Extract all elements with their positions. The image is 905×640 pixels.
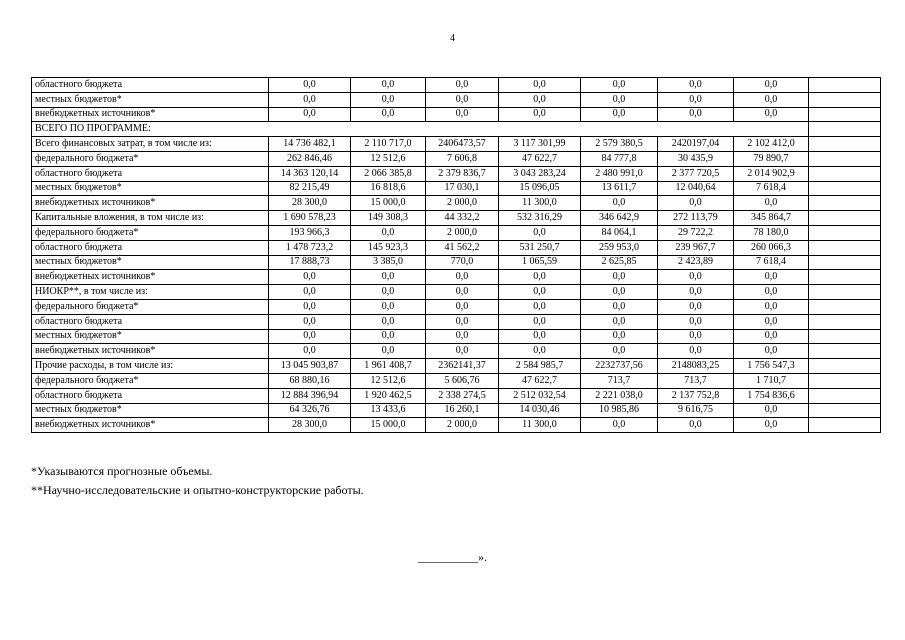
table-row (32, 285, 881, 300)
budget-table (31, 77, 881, 433)
value-cell: 0,0 (734, 78, 809, 93)
empty-cell (809, 137, 881, 152)
value-cell: 30 435,9 (658, 151, 734, 166)
value-cell: 13 045 903,87 (269, 359, 351, 374)
row-label: Капитальные вложения, в том числе из: (32, 211, 269, 226)
value-cell: 2420197,04 (658, 137, 734, 152)
empty-cell (809, 166, 881, 181)
value-cell: 28 300,0 (269, 196, 351, 211)
value-cell: 0,0 (734, 403, 809, 418)
budget-table-body (32, 78, 881, 433)
row-label: внебюджетных источников* (32, 196, 269, 211)
value-cell: 17 030,1 (426, 181, 499, 196)
table-row (32, 270, 881, 285)
value-cell: 0,0 (351, 270, 426, 285)
table-row (32, 240, 881, 255)
value-cell: 1 754 836,6 (734, 388, 809, 403)
table-row (32, 78, 881, 93)
table-row (32, 107, 881, 122)
value-cell: 0,0 (426, 299, 499, 314)
value-cell: 0,0 (581, 196, 658, 211)
value-cell: 2 102 412,0 (734, 137, 809, 152)
value-cell: 2 512 032,54 (499, 388, 581, 403)
value-cell: 0,0 (581, 92, 658, 107)
value-cell: 0,0 (499, 270, 581, 285)
value-cell: 345 864,7 (734, 211, 809, 226)
table-row (32, 166, 881, 181)
table-row (32, 314, 881, 329)
value-cell: 713,7 (658, 373, 734, 388)
value-cell: 0,0 (351, 225, 426, 240)
row-label: областного бюджета (32, 388, 269, 403)
empty-cell (809, 329, 881, 344)
value-cell: 0,0 (581, 299, 658, 314)
value-cell: 0,0 (426, 329, 499, 344)
table-row (32, 196, 881, 211)
value-cell: 15 096,05 (499, 181, 581, 196)
table-row (32, 373, 881, 388)
value-cell: 0,0 (581, 314, 658, 329)
row-label: областного бюджета (32, 240, 269, 255)
table-row (32, 403, 881, 418)
value-cell: 0,0 (426, 285, 499, 300)
value-cell: 0,0 (426, 314, 499, 329)
value-cell: 149 308,3 (351, 211, 426, 226)
value-cell: 2 625,85 (581, 255, 658, 270)
value-cell: 2 221 038,0 (581, 388, 658, 403)
value-cell: 531 250,7 (499, 240, 581, 255)
value-cell: 0,0 (351, 92, 426, 107)
value-cell: 2 584 985,7 (499, 359, 581, 374)
value-cell: 2 379 836,7 (426, 166, 499, 181)
closing-mark: __________». (418, 550, 487, 564)
value-cell: 0,0 (499, 299, 581, 314)
value-cell: 0,0 (581, 418, 658, 433)
value-cell: 0,0 (351, 78, 426, 93)
row-label: местных бюджетов* (32, 181, 269, 196)
value-cell: 713,7 (581, 373, 658, 388)
value-cell: 15 000,0 (351, 418, 426, 433)
value-cell: 14 736 482,1 (269, 137, 351, 152)
row-label: федерального бюджета* (32, 373, 269, 388)
value-cell: 41 562,2 (426, 240, 499, 255)
empty-cell (809, 151, 881, 166)
value-cell: 0,0 (499, 329, 581, 344)
table-row (32, 329, 881, 344)
value-cell: 3 117 301,99 (499, 137, 581, 152)
value-cell: 0,0 (658, 299, 734, 314)
value-cell: 260 066,3 (734, 240, 809, 255)
value-cell: 14 363 120,14 (269, 166, 351, 181)
row-label: внебюджетных источников* (32, 344, 269, 359)
value-cell: 0,0 (351, 285, 426, 300)
value-cell: 15 000,0 (351, 196, 426, 211)
row-label: федерального бюджета* (32, 299, 269, 314)
value-cell: 0,0 (658, 92, 734, 107)
empty-cell (809, 181, 881, 196)
value-cell: 2148083,25 (658, 359, 734, 374)
value-cell: 2362141,37 (426, 359, 499, 374)
value-cell: 2 338 274,5 (426, 388, 499, 403)
value-cell: 2406473,57 (426, 137, 499, 152)
footnotes (31, 462, 364, 500)
value-cell: 10 985,86 (581, 403, 658, 418)
value-cell: 0,0 (426, 344, 499, 359)
value-cell: 2 480 991,0 (581, 166, 658, 181)
value-cell: 14 030,46 (499, 403, 581, 418)
empty-cell (809, 211, 881, 226)
value-cell: 84 777,8 (581, 151, 658, 166)
row-label: областного бюджета (32, 314, 269, 329)
empty-cell (809, 418, 881, 433)
value-cell: 79 890,7 (734, 151, 809, 166)
empty-cell (809, 299, 881, 314)
value-cell: 0,0 (351, 299, 426, 314)
value-cell: 0,0 (581, 107, 658, 122)
row-label: федерального бюджета* (32, 225, 269, 240)
row-label: местных бюджетов* (32, 329, 269, 344)
value-cell: 0,0 (269, 314, 351, 329)
empty-cell (809, 359, 881, 374)
footnote-forecast: *Указываются прогнозные объемы. (31, 464, 213, 478)
value-cell: 84 064,1 (581, 225, 658, 240)
table-row (32, 137, 881, 152)
value-cell: 0,0 (658, 285, 734, 300)
empty-cell (809, 314, 881, 329)
row-label: внебюджетных источников* (32, 107, 269, 122)
value-cell: 2232737,56 (581, 359, 658, 374)
value-cell: 2 423,89 (658, 255, 734, 270)
value-cell: 259 953,0 (581, 240, 658, 255)
value-cell: 0,0 (499, 225, 581, 240)
value-cell: 13 611,7 (581, 181, 658, 196)
value-cell: 12 512,6 (351, 373, 426, 388)
empty-cell (809, 285, 881, 300)
value-cell: 0,0 (734, 299, 809, 314)
value-cell: 0,0 (499, 92, 581, 107)
row-label: местных бюджетов* (32, 403, 269, 418)
value-cell: 0,0 (581, 285, 658, 300)
empty-cell (809, 107, 881, 122)
value-cell: 0,0 (581, 270, 658, 285)
value-cell: 2 110 717,0 (351, 137, 426, 152)
table-row (32, 299, 881, 314)
value-cell: 346 642,9 (581, 211, 658, 226)
value-cell: 0,0 (269, 107, 351, 122)
value-cell: 16 818,6 (351, 181, 426, 196)
row-label: Всего финансовых затрат, в том числе из: (32, 137, 269, 152)
table-row (32, 151, 881, 166)
value-cell: 2 000,0 (426, 225, 499, 240)
value-cell: 239 967,7 (658, 240, 734, 255)
value-cell: 0,0 (499, 285, 581, 300)
value-cell: 0,0 (734, 196, 809, 211)
value-cell: 0,0 (269, 92, 351, 107)
value-cell: 82 215,49 (269, 181, 351, 196)
value-cell: 2 000,0 (426, 418, 499, 433)
value-cell: 78 180,0 (734, 225, 809, 240)
value-cell: 29 722,2 (658, 225, 734, 240)
row-label: внебюджетных источников* (32, 270, 269, 285)
value-cell: 68 880,16 (269, 373, 351, 388)
empty-cell (809, 225, 881, 240)
value-cell: 1 478 723,2 (269, 240, 351, 255)
value-cell: 28 300,0 (269, 418, 351, 433)
row-label: НИОКР**, в том числе из: (32, 285, 269, 300)
value-cell: 0,0 (734, 107, 809, 122)
value-cell: 5 606,76 (426, 373, 499, 388)
value-cell: 0,0 (581, 329, 658, 344)
row-label: областного бюджета (32, 78, 269, 93)
table-row (32, 255, 881, 270)
empty-cell (809, 388, 881, 403)
value-cell: 0,0 (658, 329, 734, 344)
empty-cell (809, 373, 881, 388)
value-cell: 0,0 (499, 107, 581, 122)
value-cell: 12 512,6 (351, 151, 426, 166)
value-cell: 0,0 (658, 418, 734, 433)
value-cell: 0,0 (351, 329, 426, 344)
value-cell: 0,0 (426, 78, 499, 93)
value-cell: 16 260,1 (426, 403, 499, 418)
value-cell: 1 756 547,3 (734, 359, 809, 374)
row-label: местных бюджетов* (32, 92, 269, 107)
table-row (32, 359, 881, 374)
section-heading: ВСЕГО ПО ПРОГРАММЕ: (32, 122, 809, 137)
footnote-niokr: **Научно-исследовательские и опытно-конструкторские работы. (31, 483, 364, 497)
empty-cell (809, 270, 881, 285)
value-cell: 7 618,4 (734, 181, 809, 196)
empty-cell (809, 92, 881, 107)
value-cell: 0,0 (734, 285, 809, 300)
value-cell: 0,0 (734, 329, 809, 344)
value-cell: 2 000,0 (426, 196, 499, 211)
value-cell: 0,0 (269, 78, 351, 93)
value-cell: 13 433,6 (351, 403, 426, 418)
empty-cell (809, 255, 881, 270)
value-cell: 47 622,7 (499, 373, 581, 388)
value-cell: 0,0 (499, 344, 581, 359)
table-row (32, 225, 881, 240)
table-row (32, 344, 881, 359)
value-cell: 3 043 283,24 (499, 166, 581, 181)
value-cell: 0,0 (426, 107, 499, 122)
value-cell: 0,0 (499, 314, 581, 329)
empty-cell (809, 403, 881, 418)
table-row (32, 388, 881, 403)
value-cell: 0,0 (734, 92, 809, 107)
value-cell: 2 014 902,9 (734, 166, 809, 181)
value-cell: 1 065,59 (499, 255, 581, 270)
value-cell: 0,0 (734, 270, 809, 285)
value-cell: 7 606,8 (426, 151, 499, 166)
value-cell: 145 923,3 (351, 240, 426, 255)
value-cell: 0,0 (658, 107, 734, 122)
row-label: областного бюджета (32, 166, 269, 181)
value-cell: 11 300,0 (499, 418, 581, 433)
value-cell: 0,0 (734, 418, 809, 433)
empty-cell (809, 196, 881, 211)
value-cell: 0,0 (351, 107, 426, 122)
row-label: местных бюджетов* (32, 255, 269, 270)
value-cell: 1 710,7 (734, 373, 809, 388)
page-number: 4 (450, 33, 455, 44)
value-cell: 0,0 (426, 92, 499, 107)
empty-cell (809, 122, 881, 137)
value-cell: 44 332,2 (426, 211, 499, 226)
table-row (32, 211, 881, 226)
value-cell: 64 326,76 (269, 403, 351, 418)
table-row (32, 418, 881, 433)
value-cell: 17 888,73 (269, 255, 351, 270)
row-label: внебюджетных источников* (32, 418, 269, 433)
table-row (32, 181, 881, 196)
value-cell: 0,0 (734, 314, 809, 329)
empty-cell (809, 240, 881, 255)
empty-cell (809, 78, 881, 93)
value-cell: 0,0 (269, 285, 351, 300)
value-cell: 0,0 (658, 78, 734, 93)
value-cell: 3 385,0 (351, 255, 426, 270)
value-cell: 272 113,79 (658, 211, 734, 226)
value-cell: 0,0 (658, 314, 734, 329)
value-cell: 1 920 462,5 (351, 388, 426, 403)
value-cell: 9 616,75 (658, 403, 734, 418)
value-cell: 0,0 (658, 270, 734, 285)
value-cell: 0,0 (351, 314, 426, 329)
value-cell: 0,0 (269, 329, 351, 344)
value-cell: 0,0 (351, 344, 426, 359)
table-row (32, 92, 881, 107)
value-cell: 0,0 (734, 344, 809, 359)
value-cell: 0,0 (269, 299, 351, 314)
value-cell: 1 690 578,23 (269, 211, 351, 226)
value-cell: 262 846,46 (269, 151, 351, 166)
value-cell: 0,0 (581, 344, 658, 359)
value-cell: 0,0 (658, 344, 734, 359)
value-cell: 0,0 (499, 78, 581, 93)
value-cell: 0,0 (269, 344, 351, 359)
row-label: федерального бюджета* (32, 151, 269, 166)
value-cell: 193 966,3 (269, 225, 351, 240)
value-cell: 47 622,7 (499, 151, 581, 166)
value-cell: 0,0 (581, 78, 658, 93)
value-cell: 2 377 720,5 (658, 166, 734, 181)
row-label: Прочие расходы, в том числе из: (32, 359, 269, 374)
value-cell: 2 137 752,8 (658, 388, 734, 403)
value-cell: 7 618,4 (734, 255, 809, 270)
empty-cell (809, 344, 881, 359)
value-cell: 532 316,29 (499, 211, 581, 226)
value-cell: 0,0 (426, 270, 499, 285)
value-cell: 11 300,0 (499, 196, 581, 211)
value-cell: 2 066 385,8 (351, 166, 426, 181)
value-cell: 0,0 (269, 270, 351, 285)
value-cell: 770,0 (426, 255, 499, 270)
value-cell: 12 884 396,94 (269, 388, 351, 403)
value-cell: 2 579 380,5 (581, 137, 658, 152)
value-cell: 0,0 (658, 196, 734, 211)
value-cell: 12 040,64 (658, 181, 734, 196)
table-row (32, 122, 881, 137)
value-cell: 1 961 408,7 (351, 359, 426, 374)
